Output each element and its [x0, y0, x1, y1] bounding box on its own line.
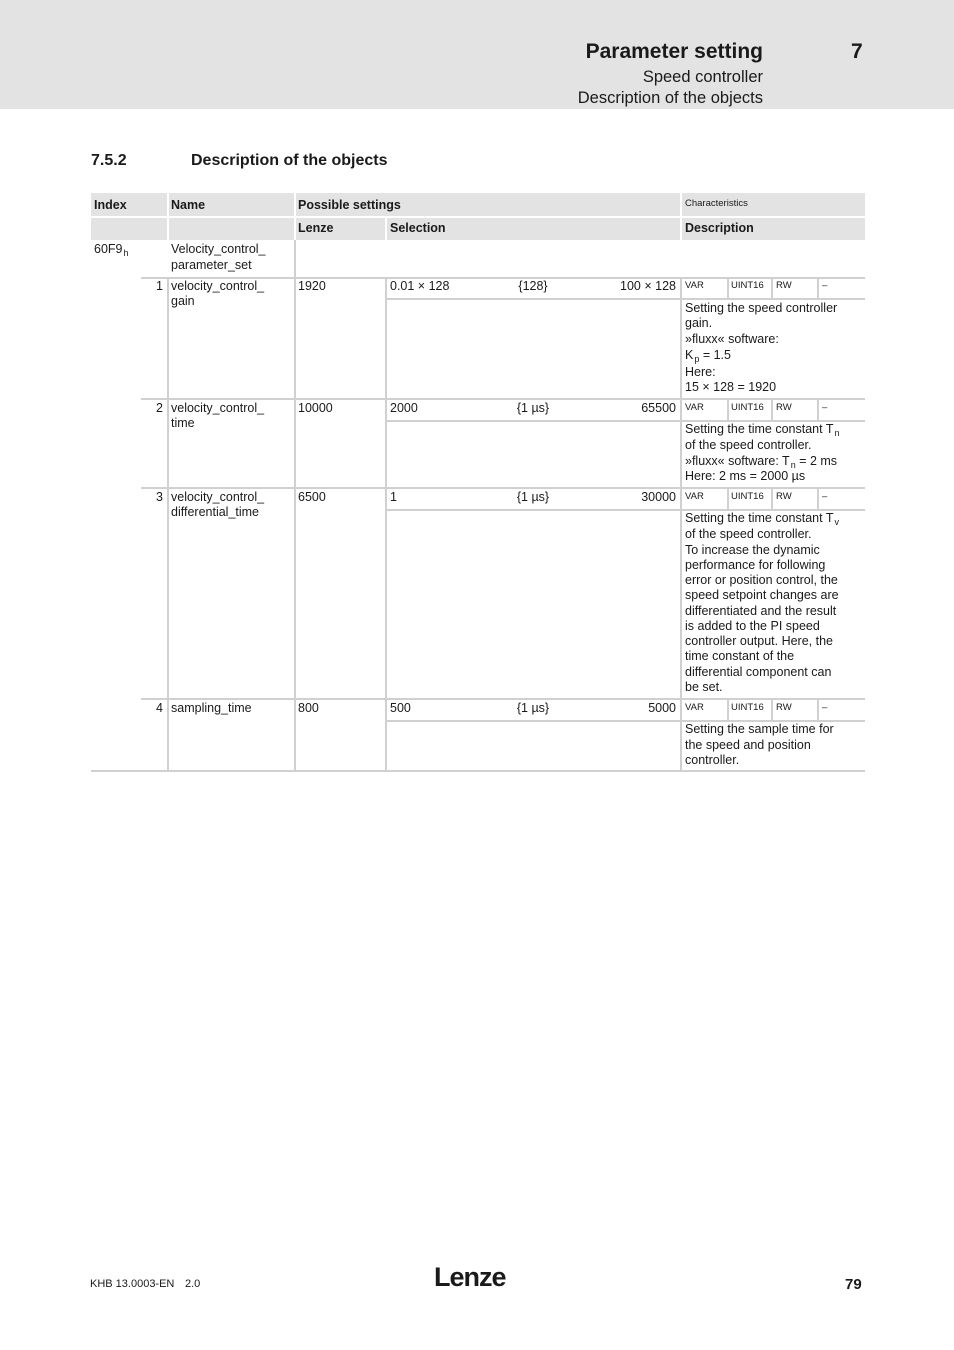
- char-separator: [817, 488, 819, 510]
- description-line: the speed and position: [685, 738, 811, 752]
- selection-min: 0.01 × 128: [390, 279, 450, 293]
- col-separator-name: [294, 240, 296, 771]
- object-name-line-2: parameter_set: [171, 258, 252, 272]
- row-name-line-1: sampling_time: [171, 701, 252, 715]
- header-divider: [91, 216, 865, 218]
- description-line: 15 × 128 = 1920: [685, 380, 777, 394]
- row-separator: [386, 298, 865, 300]
- char-data-type: UINT16: [731, 702, 764, 713]
- selection-step: {128}: [518, 279, 548, 293]
- description-text: »fluxx« software: T: [685, 454, 790, 468]
- page-number: 79: [845, 1276, 862, 1293]
- selection-step: {1 µs}: [516, 490, 550, 504]
- char-separator: [771, 277, 773, 299]
- col-header-possible-settings: Possible settings: [298, 198, 401, 212]
- description-line: speed setpoint changes are: [685, 588, 839, 602]
- description-text: Setting the time constant T: [685, 422, 834, 436]
- header-col-sep: [385, 218, 387, 240]
- chapter-number: 7: [851, 40, 863, 63]
- char-mapping: –: [822, 402, 828, 413]
- description-line: [685, 454, 837, 470]
- description-line: differentiated and the result: [685, 604, 837, 618]
- description-subscript: p: [694, 354, 700, 364]
- table-header-band: [91, 193, 865, 216]
- description-line: [685, 422, 839, 438]
- char-access: RW: [776, 702, 792, 713]
- description-line: controller output. Here, the: [685, 634, 833, 648]
- selection-min: 1: [390, 490, 397, 504]
- char-data-type: UINT16: [731, 491, 764, 502]
- row-separator: [141, 698, 865, 700]
- description-line: differential component can: [685, 665, 832, 679]
- char-object-type: VAR: [685, 491, 704, 502]
- table-bottom-border: [91, 770, 865, 772]
- char-separator: [817, 399, 819, 421]
- description-subscript: n: [834, 428, 840, 438]
- document-version: 2.0: [185, 1278, 201, 1290]
- document-number: KHB 13.0003-EN: [90, 1278, 175, 1290]
- section-number: 7.5.2: [91, 152, 127, 169]
- char-separator: [727, 699, 729, 721]
- row-name-line-1: velocity_control_: [171, 279, 265, 293]
- col-header-index: Index: [94, 198, 127, 212]
- description-subscript: n: [790, 460, 796, 470]
- description-line: Setting the speed controller: [685, 301, 838, 315]
- description-line: Setting the sample time for: [685, 722, 834, 736]
- char-mapping: –: [822, 702, 828, 713]
- description-line: Here: 2 ms = 2000 µs: [685, 469, 806, 483]
- char-separator: [727, 277, 729, 299]
- page-header: [0, 0, 954, 109]
- description-line: [685, 348, 731, 364]
- description-line: »fluxx« software:: [685, 332, 779, 346]
- char-access: RW: [776, 280, 792, 291]
- selection-min: 500: [390, 701, 411, 715]
- header-col-sep: [680, 193, 682, 240]
- col-header-lenze: Lenze: [298, 221, 334, 235]
- col-header-name: Name: [171, 198, 206, 212]
- description-text: = 1.5: [699, 348, 731, 362]
- row-separator: [141, 487, 865, 489]
- col-header-description: Description: [685, 221, 754, 235]
- char-separator: [771, 399, 773, 421]
- selection-step: {1 µs}: [516, 701, 550, 715]
- selection-max: 65500: [641, 401, 676, 415]
- char-mapping: –: [822, 280, 828, 291]
- char-separator: [817, 277, 819, 299]
- char-data-type: UINT16: [731, 280, 764, 291]
- description-line: Here:: [685, 365, 716, 379]
- selection-max: 5000: [648, 701, 676, 715]
- subindex: 4: [156, 701, 163, 715]
- header-col-sep: [167, 193, 169, 240]
- description-subscript: v: [834, 517, 839, 527]
- object-index-value: 60F9: [94, 242, 123, 256]
- selection-step: {1 µs}: [516, 401, 550, 415]
- char-access: RW: [776, 402, 792, 413]
- description-line: [685, 511, 839, 527]
- header-col-sep: [294, 193, 296, 240]
- section-title: Description of the objects: [191, 152, 388, 169]
- char-data-type: UINT16: [731, 402, 764, 413]
- col-separator-lenze: [385, 277, 387, 771]
- char-object-type: VAR: [685, 280, 704, 291]
- row-name-line-2: differential_time: [171, 505, 260, 519]
- char-separator: [771, 488, 773, 510]
- header-subtitle-2: Description of the objects: [577, 89, 763, 107]
- row-name-line-2: gain: [171, 294, 195, 308]
- char-separator: [727, 399, 729, 421]
- description-line: of the speed controller.: [685, 438, 812, 452]
- selection-max: 30000: [641, 490, 676, 504]
- object-name-line-1: Velocity_control_: [171, 242, 266, 256]
- row-name-line-1: velocity_control_: [171, 490, 265, 504]
- lenze-default: 800: [298, 701, 319, 715]
- char-access: RW: [776, 491, 792, 502]
- row-name-line-1: velocity_control_: [171, 401, 265, 415]
- description-line: is added to the PI speed: [685, 619, 820, 633]
- lenze-default: 10000: [298, 401, 333, 415]
- description-line: time constant of the: [685, 649, 795, 663]
- char-separator: [817, 699, 819, 721]
- col-separator-selection: [680, 277, 682, 771]
- lenze-logo: Lenze: [434, 1262, 506, 1292]
- row-separator: [141, 398, 865, 400]
- char-object-type: VAR: [685, 402, 704, 413]
- lenze-default: 1920: [298, 279, 326, 293]
- description-line: error or position control, the: [685, 573, 838, 587]
- description-symbol: K: [685, 348, 694, 362]
- description-text: = 2 ms: [795, 454, 838, 468]
- selection-min: 2000: [390, 401, 418, 415]
- description-line: controller.: [685, 753, 740, 767]
- col-header-selection: Selection: [390, 221, 446, 235]
- char-mapping: –: [822, 491, 828, 502]
- description-line: gain.: [685, 316, 713, 330]
- header-subtitle-1: Speed controller: [642, 68, 763, 86]
- description-line: performance for following: [685, 558, 826, 572]
- object-index-hex-suffix: h: [123, 248, 129, 258]
- col-header-characteristics: Characteristics: [685, 198, 748, 209]
- description-line: To increase the dynamic: [685, 543, 820, 557]
- subindex: 1: [156, 279, 163, 293]
- lenze-default: 6500: [298, 490, 326, 504]
- description-text: Setting the time constant T: [685, 511, 834, 525]
- subindex: 2: [156, 401, 163, 415]
- char-separator: [771, 699, 773, 721]
- object-index: [94, 242, 129, 258]
- row-name-line-2: time: [171, 416, 195, 430]
- subindex: 3: [156, 490, 163, 504]
- page-title: Parameter setting: [585, 40, 763, 63]
- char-object-type: VAR: [685, 702, 704, 713]
- selection-max: 100 × 128: [620, 279, 676, 293]
- char-separator: [727, 488, 729, 510]
- description-line: be set.: [685, 680, 723, 694]
- description-line: of the speed controller.: [685, 527, 812, 541]
- col-separator-index: [167, 277, 169, 771]
